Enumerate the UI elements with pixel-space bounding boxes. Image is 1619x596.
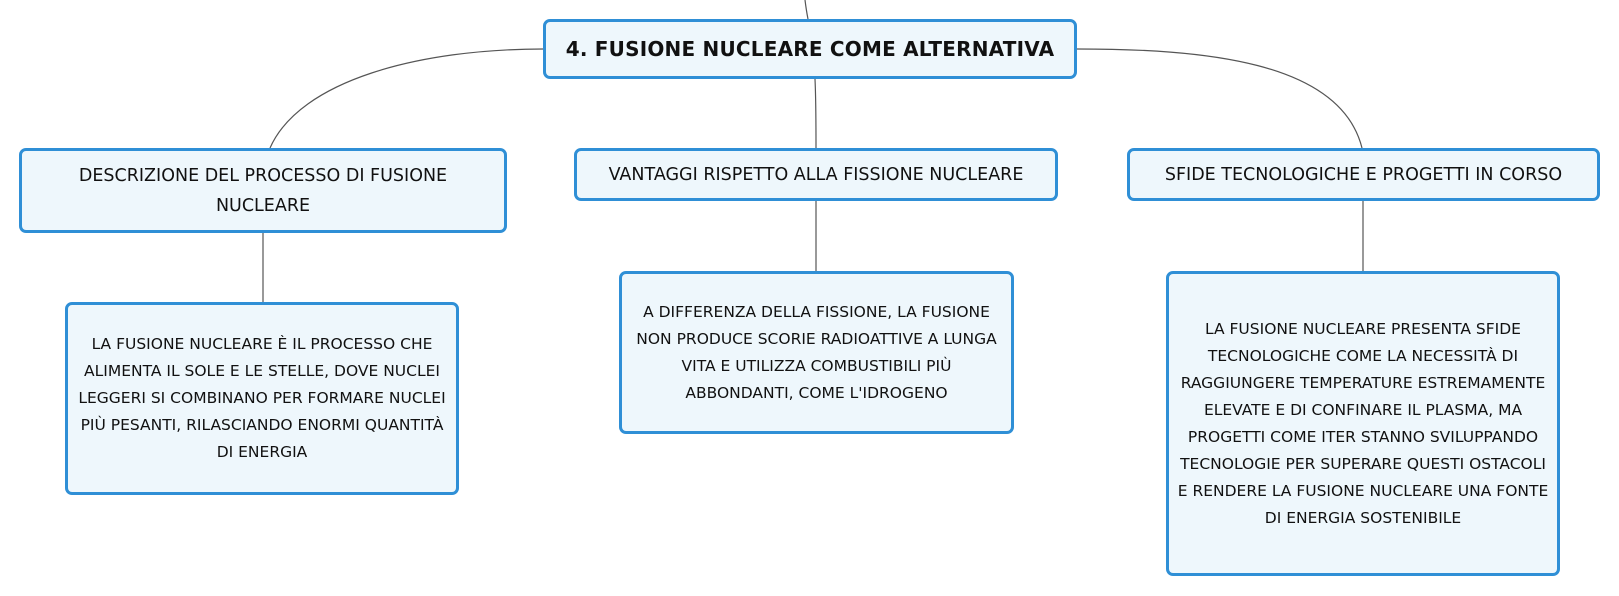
detail-node-description[interactable]: [65, 302, 459, 495]
topic-node-description[interactable]: [19, 148, 507, 233]
root-topic-node[interactable]: [543, 19, 1077, 79]
topic-label-advantages: VANTAGGI RISPETTO ALLA FISSIONE NUCLEARE: [608, 164, 1024, 185]
topic-label-challenges: SFIDE TECNOLOGICHE E PROGETTI IN CORSO: [1164, 164, 1563, 185]
detail-node-advantages[interactable]: [619, 271, 1014, 434]
detail-node-challenges[interactable]: [1166, 271, 1560, 576]
detail-text-description: LA FUSIONE NUCLEARE È IL PROCESSO CHE ALIMENTA IL SOLE E LE STELLE, DOVE NUCLEI LEGGERI SI COMBINANO PER FORMARE NUCLEI PIÙ PESANTI, RILASCIANDO ENORMI QUANTITÀ DI ENERGIA: [78, 335, 446, 461]
detail-text-advantages: A DIFFERENZA DELLA FISSIONE, LA FUSIONE NON PRODUCE SCORIE RADIOATTIVE A LUNGA VITA E UTILIZZA COMBUSTIBILI PIÙ ABBONDANTI, COME L'IDROGENO: [636, 302, 997, 402]
connector-parent-to-root: [805, 0, 808, 19]
connector-root-to-topic-3: [1077, 49, 1362, 148]
topic-label-description: DESCRIZIONE DEL PROCESSO DI FUSIONE NUCLEARE: [78, 165, 448, 216]
root-topic-label: 4. FUSIONE NUCLEARE COME ALTERNATIVA: [565, 37, 1055, 61]
connector-root-to-topic-2: [815, 79, 816, 148]
connector-root-to-topic-1: [270, 49, 543, 148]
topic-node-advantages[interactable]: [574, 148, 1058, 201]
detail-text-challenges: LA FUSIONE NUCLEARE PRESENTA SFIDE TECNOLOGICHE COME LA NECESSITÀ DI RAGGIUNGERE TEMPERATURE ESTREMAMENTE ELEVATE E DI CONFINARE IL PLASMA, MA PROGETTI COME ITER STANNO SVILUPPANDO TECNOLOGIE PER SUPERARE QUESTI OSTACOLI E RENDERE LA FUSIONE NUCLEARE UNA FONTE DI ENERGIA SOSTENIBILE: [1177, 319, 1549, 527]
topic-node-challenges[interactable]: [1127, 148, 1600, 201]
